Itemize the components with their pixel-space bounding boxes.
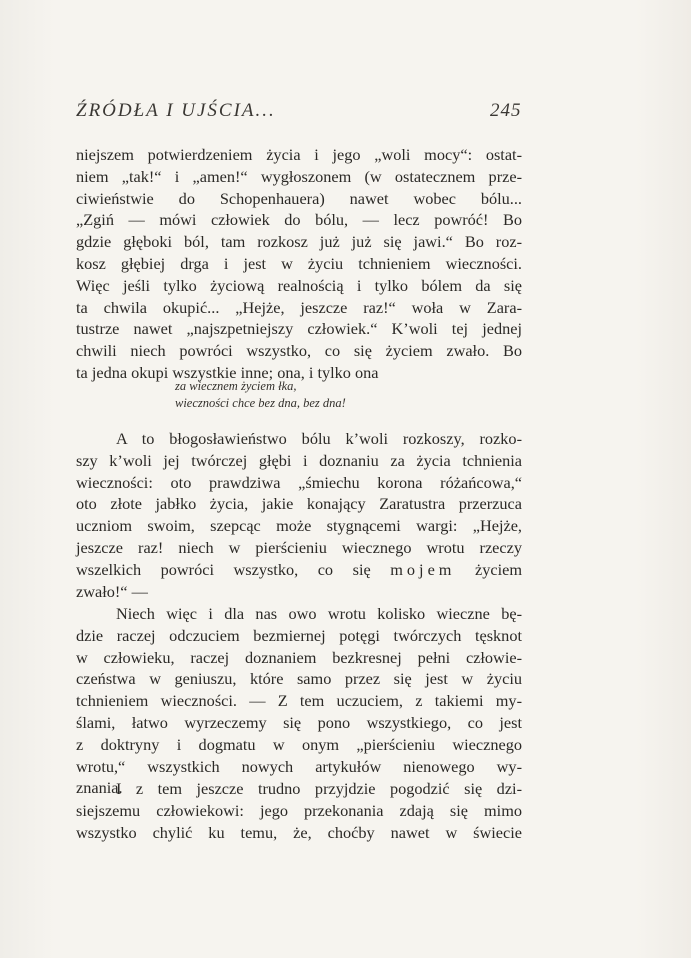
text-line: ciwieństwie do Schopenhauera) nawet wobec bólu... — [76, 188, 522, 208]
text-line: „Zgiń — mówi człowiek do bólu, — lecz powróć! Bo — [76, 210, 522, 230]
text-line: wszystko chylić ku temu, że, choćby nawet w świecie — [76, 822, 522, 842]
text-line: wrotu,“ wszystkich nowych artykułów nienowego wy- — [76, 756, 522, 776]
text-line: tustrze nawet „najszpetniejszy człowiek.“ K’woli tej jednej — [76, 319, 522, 339]
line-text: życiem — [474, 559, 522, 579]
line-text: wszelkich powróci wszystko, co się — [76, 559, 371, 579]
text-line: uczniom swoim, szepcąc może stygnącemi wargi: „Hejże, — [76, 516, 522, 536]
text-line: czeństwa w geniuszu, które samo przez się jest w życiu — [76, 669, 522, 689]
verse-quote — [175, 378, 475, 412]
text-line: siejszemu człowiekowi: jego przekonania zdają się mimo — [76, 800, 522, 820]
text-line: I z tem jeszcze trudno przyjdzie pogodzić się dzi- — [116, 779, 522, 798]
verse-line: za wiecznem życiem łka, — [175, 379, 297, 393]
text-line: w człowieku, raczej doznaniem bezkresnej pełni człowie- — [76, 647, 522, 667]
paragraph-2 — [76, 428, 522, 602]
text-line: szy k’woli jej twórczej głębi i doznaniu za życia tchnienia — [76, 450, 522, 470]
text-line: dzie raczej odczuciem bezmiernej potęgi twórczych tęsknot — [76, 625, 522, 645]
text-line — [76, 559, 522, 581]
text-line: niem „tak!“ i „amen!“ wygłoszonem (w ostatecznem prze- — [76, 166, 522, 186]
text-line: chwili niech powróci wszystko, co się życiem zwało. Bo — [76, 341, 522, 361]
text-line: znania. — [76, 778, 123, 798]
text-line: ta chwila okupić... „Hejże, jeszcze raz!“ woła w Zara- — [76, 297, 522, 317]
text-line: jeszcze raz! niech w pierścieniu wiecznego wrotu rzeczy — [76, 537, 522, 557]
page-number: 245 — [490, 100, 522, 121]
text-line: ta jedna okupi wszystkie inne; ona, i tylko ona — [76, 362, 379, 382]
paragraph-1 — [76, 144, 522, 384]
text-line: kosz głębiej drga i jest w życiu tchnieniem wieczności. — [76, 253, 522, 273]
text-line: Niech więc i dla nas owo wrotu kolisko wieczne bę- — [116, 604, 522, 623]
text-line: A to błogosławieństwo bólu k’woli rozkoszy, rozko- — [116, 429, 522, 448]
paragraph-3 — [76, 603, 522, 799]
text-line: wieczności: oto prawdziwa „śmiechu korona różańcowa,“ — [76, 472, 522, 492]
text-line: Więc jeśli tylko życiową realnością i tylko bólem da się — [76, 275, 522, 295]
paragraph-4 — [76, 778, 522, 843]
text-line: ślami, łatwo wyrzeczemy się pono wszystkiego, co jest — [76, 712, 522, 732]
text-line: niejszem potwierdzeniem życia i jego „woli mocy“: ostat- — [76, 145, 522, 164]
text-line: oto złote jabłko życia, jakie konający Zaratustra przerzuca — [76, 494, 522, 514]
running-title: ŹRÓDŁA I UJŚCIA... — [76, 100, 276, 121]
text-line: z doktryny i dogmatu w onym „pierścieniu wiecznego — [76, 734, 522, 754]
text-line: gdzie głęboki ból, tam rozkosz już już się jawi.“ Bo roz- — [76, 232, 522, 252]
text-line: tchnieniem wieczności. — Z tem uczuciem, z takiemi my- — [76, 691, 522, 711]
emphasized-word: mojem — [390, 559, 456, 579]
text-line: zwało!“ — — [76, 581, 148, 601]
verse-line: wieczności chce bez dna, bez dna! — [175, 396, 346, 410]
